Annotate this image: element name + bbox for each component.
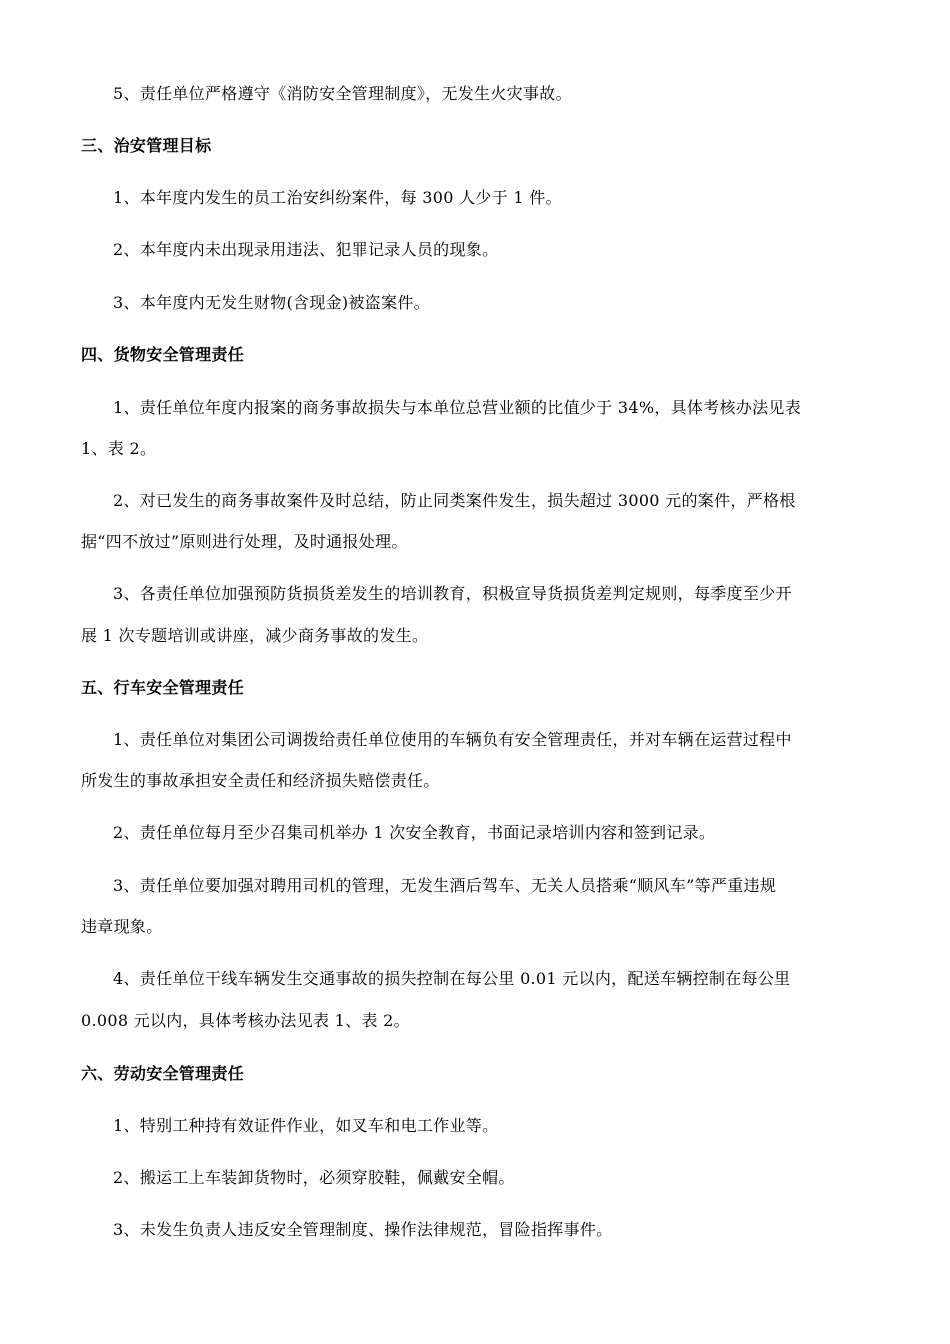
cargo-item-1-line-2: 1、表 2。 bbox=[81, 439, 157, 458]
section-heading-labor: 六、劳动安全管理责任 bbox=[81, 1064, 245, 1083]
labor-item-3: 3、未发生负责人违反安全管理制度、操作法律规范，冒险指挥事件。 bbox=[113, 1220, 613, 1239]
section-heading-cargo: 四、货物安全管理责任 bbox=[81, 345, 245, 364]
security-item-3: 3、本年度内无发生财物(含现金)被盗案件。 bbox=[113, 293, 430, 312]
cargo-item-1-line-1: 1、责任单位年度内报案的商务事故损失与本单位总营业额的比值少于 34%，具体考核办法见表 bbox=[113, 398, 802, 417]
driving-item-3-line-2: 违章现象。 bbox=[81, 917, 163, 936]
section-heading-driving: 五、行车安全管理责任 bbox=[81, 678, 245, 697]
cargo-item-2-line-2: 据“四不放过”原则进行处理，及时通报处理。 bbox=[81, 532, 408, 551]
cargo-item-2-line-1: 2、对已发生的商务事故案件及时总结，防止同类案件发生，损失超过 3000 元的案件，严格根 bbox=[113, 491, 796, 510]
labor-item-2: 2、搬运工上车装卸货物时，必须穿胶鞋，佩戴安全帽。 bbox=[113, 1168, 515, 1187]
cargo-item-3-line-2: 展 1 次专题培训或讲座，减少商务事故的发生。 bbox=[81, 626, 429, 645]
cargo-item-3-line-1: 3、各责任单位加强预防货损货差发生的培训教育，积极宣导货损货差判定规则，每季度至少开 bbox=[113, 584, 792, 603]
driving-item-4-line-1: 4、责任单位干线车辆发生交通事故的损失控制在每公里 0.01 元以内，配送车辆控制在每公里 bbox=[113, 969, 791, 988]
section-heading-security: 三、治安管理目标 bbox=[81, 136, 212, 155]
fire-item-5: 5、责任单位严格遵守《消防安全管理制度》，无发生火灾事故。 bbox=[113, 84, 572, 103]
security-item-2: 2、本年度内未出现录用违法、犯罪记录人员的现象。 bbox=[113, 240, 499, 259]
driving-item-1-line-2: 所发生的事故承担安全责任和经济损失赔偿责任。 bbox=[81, 771, 440, 790]
driving-item-4-line-2: 0.008 元以内，具体考核办法见表 1、表 2。 bbox=[81, 1011, 410, 1030]
labor-item-1: 1、特别工种持有效证件作业，如叉车和电工作业等。 bbox=[113, 1116, 499, 1135]
driving-item-3-line-1: 3、责任单位要加强对聘用司机的管理，无发生酒后驾车、无关人员搭乘“顺风车”等严重违规 bbox=[113, 876, 777, 895]
security-item-1: 1、本年度内发生的员工治安纠纷案件，每 300 人少于 1 件。 bbox=[113, 188, 562, 207]
driving-item-2: 2、责任单位每月至少召集司机举办 1 次安全教育，书面记录培训内容和签到记录。 bbox=[113, 823, 716, 842]
driving-item-1-line-1: 1、责任单位对集团公司调拨给责任单位使用的车辆负有安全管理责任，并对车辆在运营过程中 bbox=[113, 730, 792, 749]
